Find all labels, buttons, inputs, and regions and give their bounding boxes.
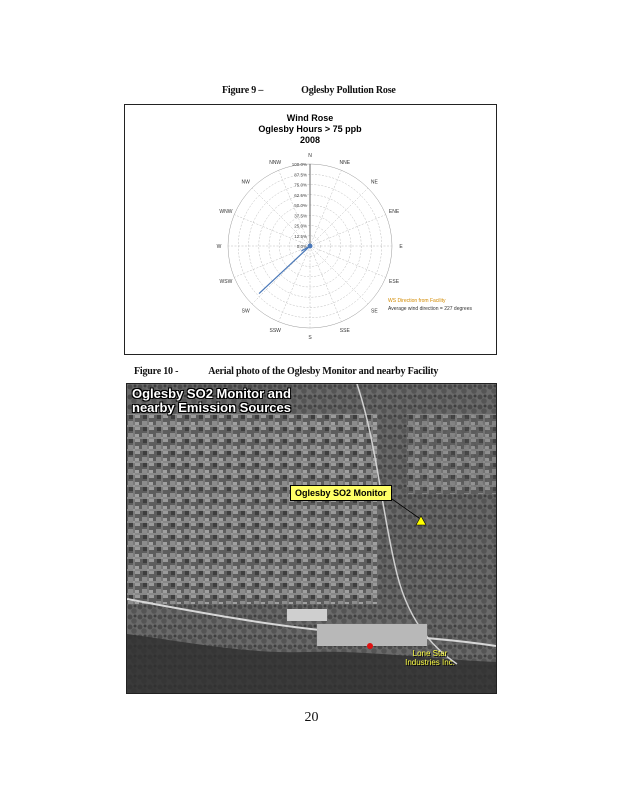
figure10-caption xyxy=(134,366,438,377)
direction-label-sw: SW xyxy=(241,308,250,315)
direction-label-n: N xyxy=(308,153,312,159)
rose-spoke xyxy=(310,215,386,246)
rose-center-point xyxy=(308,244,313,249)
rose-series xyxy=(259,244,312,294)
aerial-photo xyxy=(126,383,497,694)
direction-label-ne: NE xyxy=(370,179,378,186)
figure9-label: Figure 9 – xyxy=(222,85,264,96)
facility-label: Lone Star Industries Inc. xyxy=(405,649,455,667)
ring-label: 75.0% xyxy=(294,182,307,188)
rose-spoke xyxy=(310,246,341,322)
page-number: 20 xyxy=(304,710,319,725)
wind-rose-chart xyxy=(124,104,497,355)
facility-marker xyxy=(367,643,373,649)
chart-subtitle: Oglesby Hours > 75 ppb xyxy=(258,124,362,134)
ring-label: 100.0% xyxy=(291,162,307,167)
monitor-label: Oglesby SO2 Monitor xyxy=(290,485,392,501)
legend-average: Average wind direction = 227 degrees xyxy=(388,306,472,312)
direction-label-nne: NNE xyxy=(339,159,351,166)
direction-label-w: W xyxy=(216,244,222,250)
direction-label-nw: NW xyxy=(241,179,250,186)
town-blocks xyxy=(127,414,377,604)
rose-spoke xyxy=(310,170,341,246)
northeast-area xyxy=(407,414,496,494)
direction-label-wnw: WNW xyxy=(219,209,233,216)
ring-label: 0.0% xyxy=(296,244,307,249)
ring-label: 25.0% xyxy=(294,223,307,229)
direction-label-e: E xyxy=(399,244,403,250)
direction-label-ene: ENE xyxy=(388,209,400,216)
direction-label-wsw: WSW xyxy=(219,278,233,285)
direction-label-sse: SSE xyxy=(339,328,350,335)
facility-building-2 xyxy=(287,609,327,621)
direction-label-nnw: NNW xyxy=(269,159,282,166)
figure9-caption xyxy=(222,85,396,96)
aerial-title: Oglesby SO2 Monitor and nearby Emission Sources xyxy=(132,386,291,415)
chart-year: 2008 xyxy=(299,135,321,145)
facility-building xyxy=(317,624,427,646)
chart-title: Wind Rose xyxy=(286,113,334,123)
direction-label-ese: ESE xyxy=(389,278,400,285)
legend-series: WS Direction from Facility xyxy=(388,298,446,304)
direction-label-se: SE xyxy=(371,308,378,315)
ring-label: 87.5% xyxy=(294,172,307,178)
ring-label: 12.5% xyxy=(294,233,307,239)
rose-ring-labels xyxy=(292,162,307,249)
ring-label: 50.0% xyxy=(294,203,307,208)
rose-spoke xyxy=(279,246,310,322)
ring-label: 37.5% xyxy=(294,213,307,219)
direction-label-ssw: SSW xyxy=(269,328,281,335)
figure9-title: Oglesby Pollution Rose xyxy=(301,85,396,96)
direction-label-s: S xyxy=(308,335,312,341)
ring-label: 62.5% xyxy=(294,192,307,198)
rose-spoke xyxy=(310,246,386,277)
figure10-label: Figure 10 - xyxy=(134,366,179,377)
figure10-title: Aerial photo of the Oglesby Monitor and nearby Facility xyxy=(208,366,439,377)
